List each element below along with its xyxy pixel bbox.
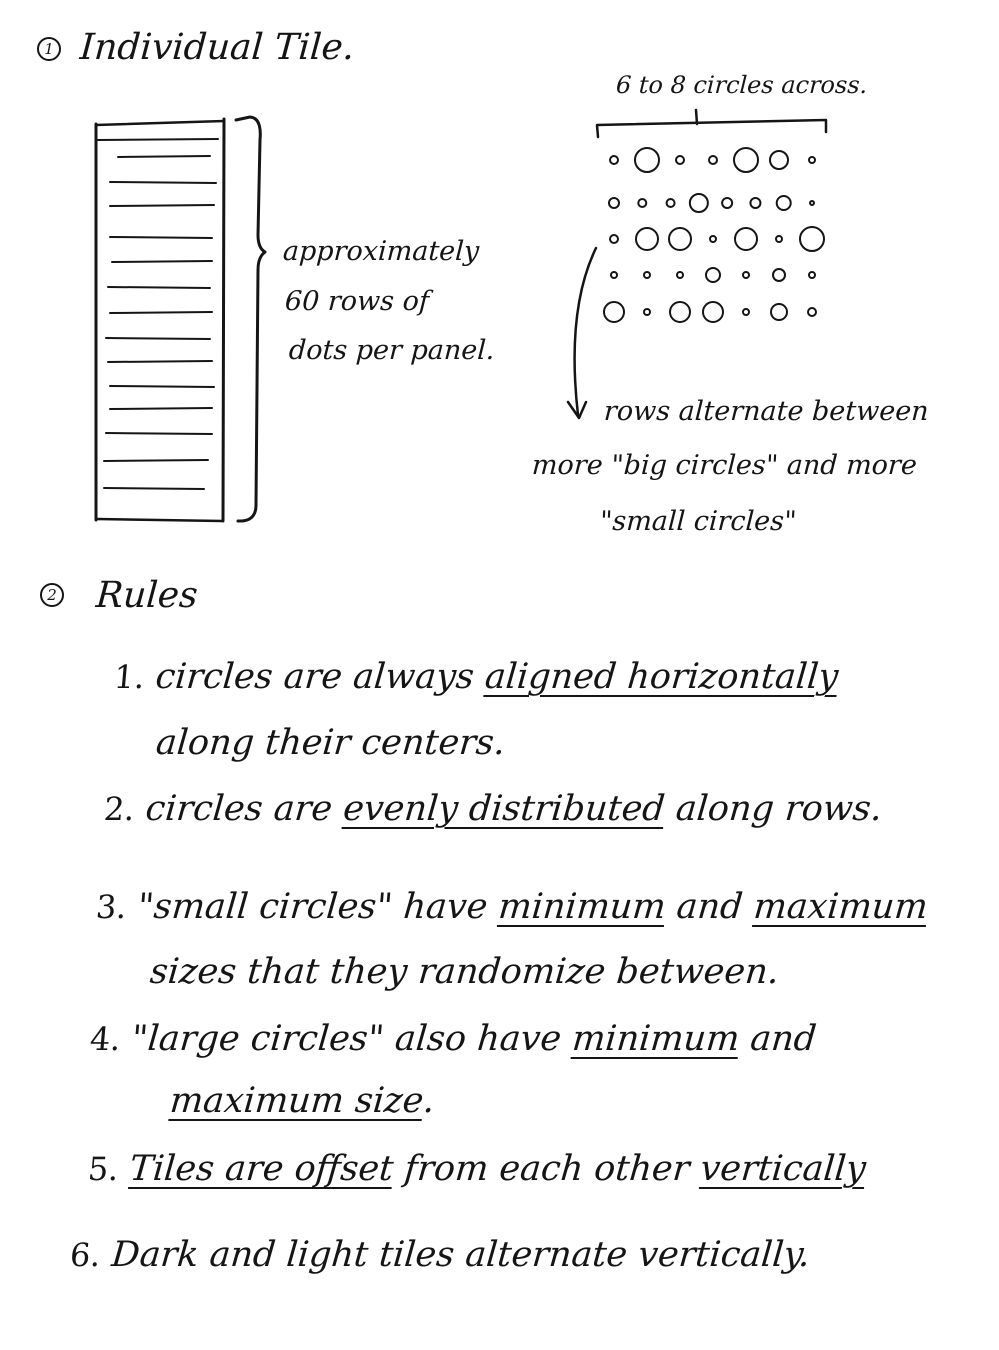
rule-emphasis: maximum size: [168, 1081, 426, 1121]
rule-4-line-2: [168, 1081, 437, 1121]
rule-5: [86, 1149, 868, 1189]
sketch-circle: [722, 198, 732, 208]
sketch-circle: [800, 227, 824, 251]
sketch-circle: [750, 198, 760, 208]
rule-number: 6.: [68, 1236, 103, 1274]
rule-text: along rows.: [663, 789, 884, 829]
rule-number: 3.: [94, 888, 129, 926]
tile-row-line: [112, 261, 212, 262]
rule-emphasis: aligned horizontally: [483, 657, 840, 697]
sketch-circle: [810, 201, 814, 205]
rule-emphasis: vertically: [698, 1149, 868, 1189]
section-2-title: Rules: [94, 575, 200, 616]
alternate-note-line-1: rows alternate between: [603, 396, 930, 427]
rule-3-line-1: [94, 887, 930, 927]
sketch-circle: [669, 228, 691, 250]
sketch-circle: [771, 304, 787, 320]
tile-row-line: [104, 460, 208, 461]
tile-row-line: [104, 488, 204, 489]
sketch-circle: [743, 272, 749, 278]
circle-rows-sketch: [604, 148, 824, 322]
rule-emphasis: evenly distributed: [341, 789, 667, 829]
sketch-circle: [773, 269, 785, 281]
sketch-circle: [809, 272, 815, 278]
circles-across-label: 6 to 8 circles across.: [615, 71, 869, 99]
alternate-note-line-3: "small circles": [599, 506, 798, 537]
sketch-circle: [636, 228, 658, 250]
sketch-circle: [777, 196, 791, 210]
tile-brace: [236, 117, 265, 521]
rule-text: and: [663, 887, 756, 927]
rule-number: 1.: [112, 658, 147, 696]
rule-6: [68, 1235, 812, 1275]
rule-text: circles are always: [153, 657, 487, 697]
section-1-marker: 1: [37, 37, 61, 61]
rows-note-line-1: approximately: [282, 236, 480, 267]
tile-row-lines: [104, 156, 216, 489]
sketch-circle: [706, 268, 720, 282]
tile-row-line: [110, 237, 212, 238]
circles-width-bracket: [597, 110, 826, 137]
rule-4-line-1: [88, 1019, 819, 1059]
sketch-circle: [808, 308, 816, 316]
rule-text: .: [421, 1081, 437, 1121]
alternate-arrow: [568, 248, 596, 418]
tile-panel-sketch: [96, 119, 224, 521]
rule-text: from each other: [391, 1149, 703, 1189]
sketch-circle: [611, 272, 617, 278]
alternate-note-line-2: more "big circles" and more: [531, 450, 918, 481]
rows-note-line-2: 60 rows of: [284, 286, 430, 317]
rule-text: "large circles" also have: [129, 1019, 575, 1059]
sketch-circle: [743, 309, 749, 315]
sketch-circle: [809, 157, 815, 163]
rows-note-line-3: dots per panel.: [288, 335, 496, 366]
rule-2: [102, 789, 884, 829]
rule-text: and: [737, 1019, 819, 1059]
sketch-circle: [710, 236, 716, 242]
tile-row-line: [118, 156, 210, 157]
tile-row-line: [108, 361, 212, 362]
sketch-circle: [709, 156, 717, 164]
rule-1-line-1: [112, 657, 840, 697]
rule-text: "small circles" have: [135, 887, 501, 927]
sketch-circle: [690, 194, 708, 212]
rule-text: Dark and light tiles alternate vertically.: [109, 1235, 812, 1275]
sketch-circle: [604, 302, 624, 322]
rule-emphasis: Tiles are offset: [127, 1149, 396, 1189]
sketch-circle: [609, 198, 619, 208]
tile-row-line: [110, 408, 212, 409]
sketch-circle: [644, 309, 650, 315]
tile-row-line: [110, 182, 216, 183]
sketch-circle: [770, 151, 788, 169]
sketch-circle: [610, 156, 618, 164]
sketch-circle: [735, 228, 757, 250]
sketch-circle: [635, 148, 659, 172]
tile-row-line: [110, 386, 214, 387]
sketch-circle: [610, 235, 618, 243]
sketch-circle: [638, 199, 646, 207]
sketch-circle: [670, 302, 690, 322]
tile-row-line: [106, 433, 212, 434]
section-1-title: Individual Tile.: [78, 27, 356, 68]
section-2-marker: 2: [40, 583, 64, 607]
rule-1-line-2: along their centers.: [154, 723, 507, 763]
rule-emphasis: minimum: [496, 887, 668, 927]
sketch-circle: [676, 156, 684, 164]
tile-row-line: [110, 312, 212, 313]
tile-row-line: [110, 205, 214, 206]
rule-3-line-2: sizes that they randomize between.: [148, 952, 781, 992]
tile-row-line: [108, 287, 210, 288]
rule-emphasis: minimum: [570, 1019, 742, 1059]
sketch-circle: [776, 236, 782, 242]
tile-row-line: [106, 338, 210, 339]
sketch-circle: [734, 148, 758, 172]
sketch-circle: [677, 272, 683, 278]
sketch-circle: [667, 199, 675, 207]
rule-number: 5.: [86, 1150, 121, 1188]
rule-text: circles are: [143, 789, 346, 829]
rule-number: 2.: [102, 790, 137, 828]
rule-number: 4.: [88, 1020, 123, 1058]
sketch-circle: [703, 302, 723, 322]
sketch-circle: [644, 272, 650, 278]
rule-emphasis: maximum: [751, 887, 930, 927]
